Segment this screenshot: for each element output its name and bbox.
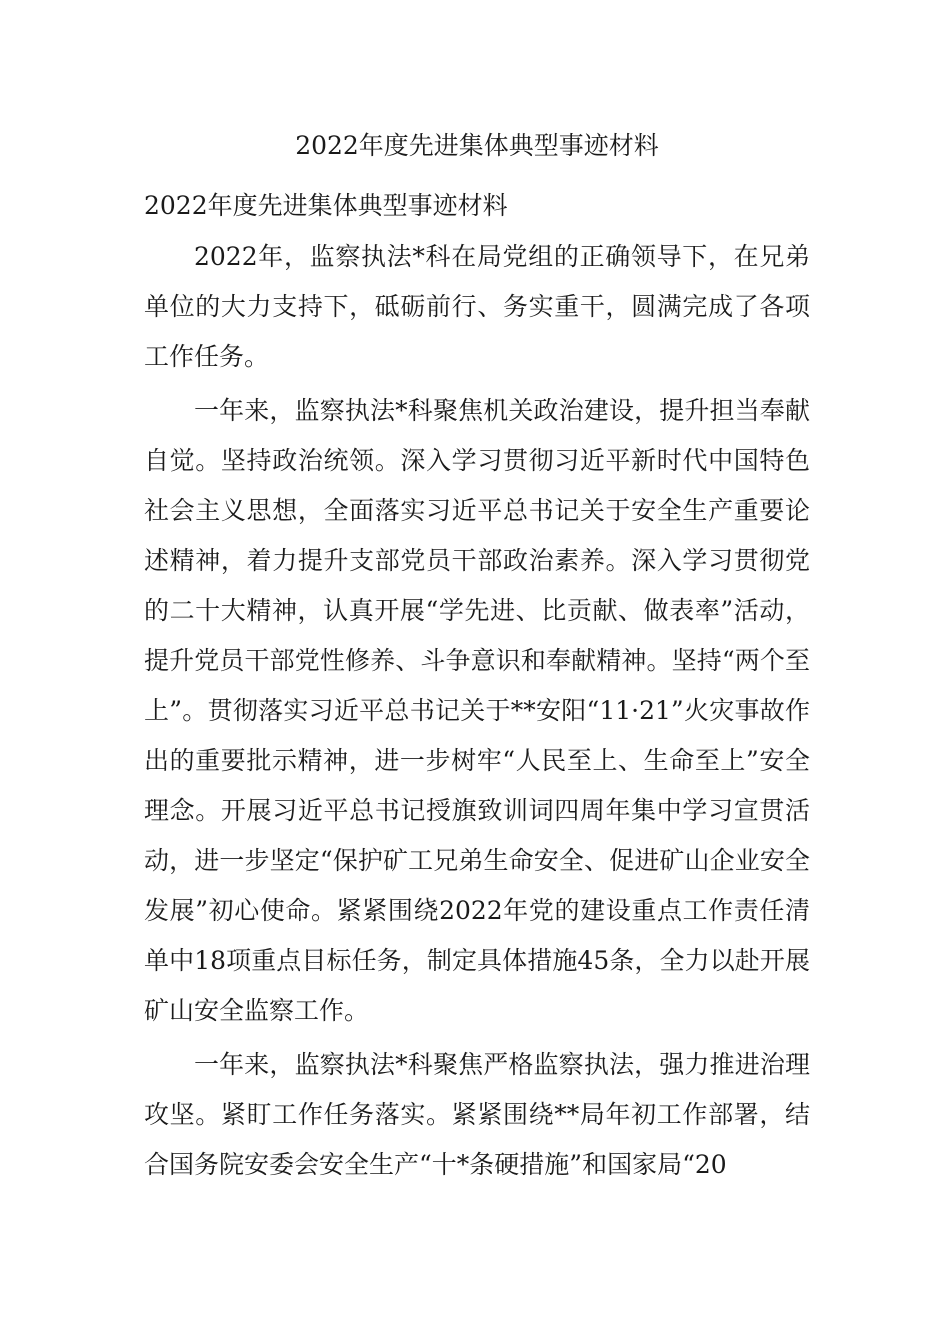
document-title: 2022年度先进集体典型事迹材料 (295, 131, 659, 160)
body-paragraph-1: 2022年，监察执法*科在局党组的正确领导下，在兄弟单位的大力支持下，砥砺前行、务实重干，圆满完成了各项工作任务。 (144, 242, 810, 371)
body-paragraph-2: 一年来，监察执法*科聚焦机关政治建设，提升担当奉献自觉。坚持政治统领。深入学习贯彻习近平新时代中国特色社会主义思想，全面落实习近平总书记关于安全生产重要论述精神，着力提升支部党员干部政治素养。深入学习贯彻党的二十大精神，认真开展“学先进、比贡献、做表率”活动，提升党员干部党性修养、斗争意识和奉献精神。坚持“两个至上”。贯彻落实习近平总书记关于**安阳“11·21”火灾事故作出的重要批示精神，进一步树牢“人民至上、生命至上”安全理念。开展习近平总书记授旗致训词四周年集中学习宣贯活动，进一步坚定“保护矿工兄弟生命安全、促进矿山企业安全发展”初心使命。紧紧围绕2022年党的建设重点工作责任清单中18项重点目标任务，制定具体措施45条，全力以赴开展矿山安全监察工作。 (144, 396, 810, 1025)
document-subtitle: 2022年度先进集体典型事迹材料 (144, 191, 508, 220)
body-paragraph-3: 一年来，监察执法*科聚焦严格监察执法，强力推进治理攻坚。紧盯工作任务落实。紧紧围绕**局年初工作部署，结合国务院安委会安全生产“十*条硬措施”和国家局“20 (144, 1050, 810, 1179)
